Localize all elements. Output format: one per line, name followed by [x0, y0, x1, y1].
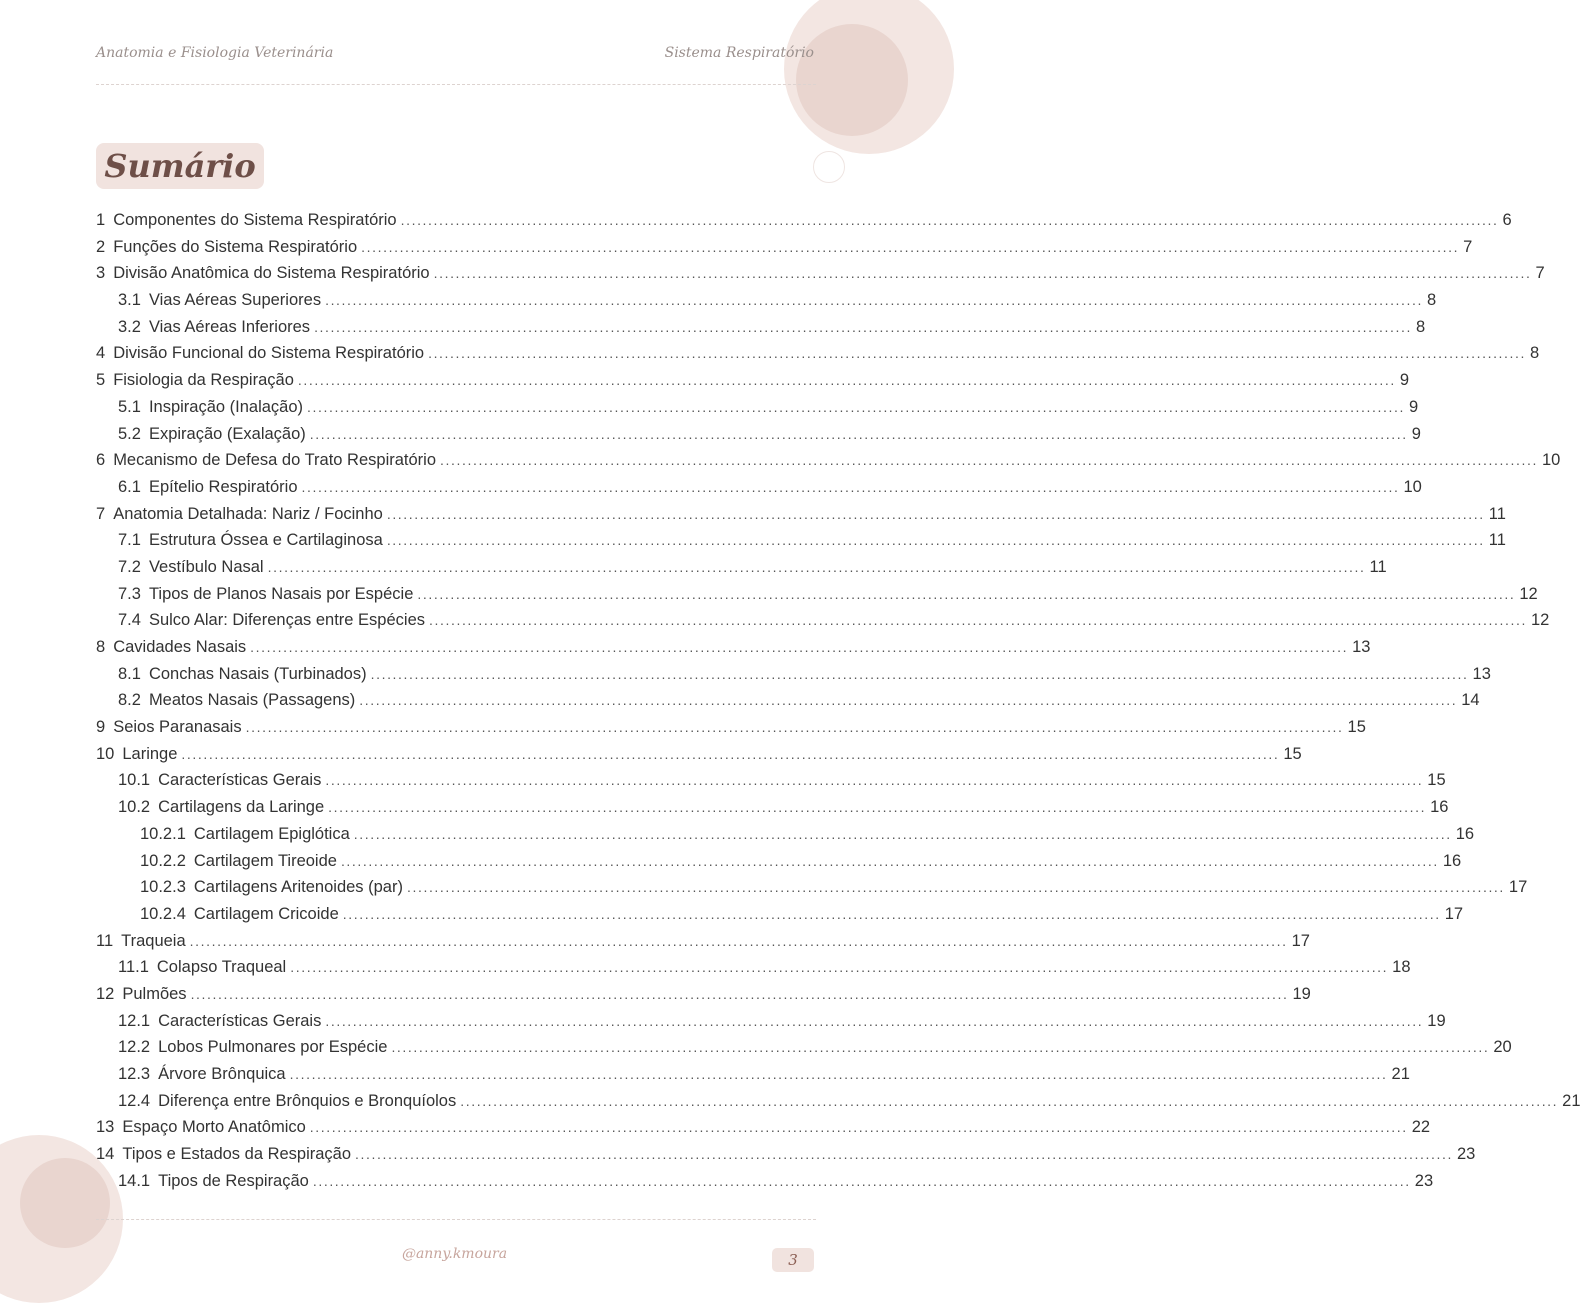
toc-page-number: 16 [1430, 798, 1449, 817]
toc-section-number: 14.1 [118, 1171, 151, 1190]
toc-dot-leader: ........................................................................................................................................................................................................ [440, 452, 1538, 469]
toc-page-number: 8 [1427, 291, 1437, 310]
toc-section-title: Tipos e Estados da Respiração [122, 1145, 352, 1164]
toc-entry-label [118, 607, 425, 634]
toc-entry-label [140, 821, 350, 848]
toc-section-title: Componentes do Sistema Respiratório [113, 211, 397, 229]
toc-dot-leader: ........................................................................................................................................................................................................ [290, 959, 1389, 976]
toc-section-title: Estrutura Óssea e Cartilaginosa [148, 531, 383, 550]
footer-author-handle: @anny.kmoura [401, 1246, 508, 1262]
toc-dot-leader: ........................................................................................................................................................................................................ [406, 879, 1505, 896]
toc-page-number: 10 [1541, 451, 1561, 470]
toc-entry-label [96, 1141, 351, 1168]
toc-entry[interactable] [96, 767, 1446, 794]
toc-entry-label [96, 501, 383, 528]
toc-section-number: 12.4 [118, 1091, 151, 1110]
toc-entry[interactable] [96, 367, 1409, 394]
toc-page-number: 16 [1455, 824, 1475, 843]
toc-page-number: 10 [1403, 477, 1422, 496]
toc-entry[interactable] [96, 234, 1473, 261]
toc-dot-leader: ........................................................................................................................................................................................................ [370, 665, 1469, 682]
toc-entry-label [118, 954, 286, 981]
toc-entry[interactable] [96, 714, 1366, 741]
toc-section-number: 5 [96, 371, 106, 390]
page-title: Sumário [104, 147, 256, 185]
toc-section-number: 5.2 [118, 424, 141, 443]
toc-section-title: Espaço Morto Anatômico [122, 1118, 306, 1137]
toc-entry-label [96, 367, 294, 394]
toc-section-number: 11 [96, 931, 114, 950]
toc-dot-leader: ........................................................................................................................................................................................................ [181, 745, 1280, 762]
toc-section-number: 6 [96, 451, 106, 470]
toc-page-number: 7 [1535, 264, 1545, 283]
toc-entry-label [118, 581, 413, 608]
toc-section-number: 7 [96, 504, 106, 523]
toc-dot-leader: ........................................................................................................................................................................................................ [325, 772, 1424, 789]
toc-section-number: 9 [96, 718, 106, 737]
toc-dot-leader: ........................................................................................................................................................................................................ [245, 719, 1344, 736]
toc-entry-label [118, 287, 321, 314]
toc-entry[interactable] [96, 1168, 1434, 1195]
toc-entry[interactable] [96, 527, 1506, 554]
footer-divider [96, 1219, 816, 1220]
toc-section-title: Divisão Funcional do Sistema Respiratório [113, 344, 425, 363]
toc-dot-leader: ........................................................................................................................................................................................................ [289, 1066, 1388, 1082]
toc-entry-label [96, 714, 242, 741]
toc-section-number: 3 [96, 264, 106, 283]
toc-entry[interactable] [96, 954, 1411, 981]
toc-entry-label [118, 1008, 321, 1035]
toc-page-number: 9 [1399, 371, 1409, 390]
toc-page-number: 13 [1472, 664, 1491, 683]
toc-page-number: 22 [1411, 1118, 1431, 1137]
toc-entry-label [96, 981, 187, 1008]
toc-dot-leader: ........................................................................................................................................................................................................ [325, 292, 1424, 309]
table-of-contents [96, 207, 1581, 1194]
toc-page-number: 15 [1283, 744, 1302, 763]
toc-section-title: Conchas Nasais (Turbinados) [148, 664, 367, 683]
toc-entry-label [118, 687, 355, 714]
toc-entry[interactable] [96, 260, 1545, 287]
toc-entry[interactable] [96, 554, 1387, 581]
toc-page-number: 8 [1530, 344, 1540, 363]
toc-entry[interactable] [96, 474, 1422, 501]
toc-page-number: 8 [1416, 317, 1426, 336]
toc-entry-label [118, 661, 367, 688]
toc-section-title: Cavidades Nasais [113, 638, 247, 656]
toc-dot-leader: ........................................................................................................................................................................................................ [359, 692, 1458, 709]
toc-dot-leader: ........................................................................................................................................................................................................ [400, 212, 1499, 228]
toc-entry[interactable] [96, 1141, 1476, 1168]
toc-section-title: Vestíbulo Nasal [148, 557, 264, 576]
toc-page-number: 19 [1427, 1011, 1446, 1030]
toc-page-number: 21 [1391, 1065, 1410, 1083]
toc-entry-label [96, 207, 397, 234]
toc-section-title: Lobos Pulmonares por Espécie [158, 1038, 388, 1057]
toc-section-title: Cartilagem Tireoide [193, 851, 337, 870]
toc-section-number: 12 [96, 984, 115, 1003]
toc-page-number: 20 [1493, 1038, 1512, 1057]
toc-entry[interactable] [96, 981, 1311, 1008]
toc-section-title: Vias Aéreas Superiores [148, 291, 322, 310]
toc-dot-leader: ........................................................................................................................................................................................................ [386, 505, 1485, 522]
toc-entry-label [96, 234, 357, 261]
toc-entry[interactable] [96, 687, 1480, 714]
toc-section-title: Diferença entre Brônquios e Bronquíolos [158, 1091, 457, 1110]
toc-section-title: Tipos de Respiração [158, 1171, 309, 1190]
toc-section-number: 12.3 [118, 1065, 151, 1083]
toc-section-title: Árvore Brônquica [158, 1065, 286, 1083]
toc-entry-label [118, 1088, 456, 1115]
toc-dot-leader: ........................................................................................................................................................................................................ [342, 905, 1441, 922]
toc-section-number: 12.2 [118, 1038, 151, 1057]
header-book-title: Anatomia e Fisiologia Veterinária [96, 45, 334, 61]
toc-entry-label [118, 527, 383, 554]
toc-section-number: 8.1 [118, 664, 141, 683]
toc-section-number: 8.2 [118, 691, 141, 710]
toc-entry-label [118, 794, 324, 821]
toc-entry-label [118, 1034, 387, 1061]
toc-entry-label [96, 741, 177, 768]
toc-entry-label [140, 874, 403, 901]
toc-entry[interactable] [96, 421, 1421, 448]
toc-section-title: Sulco Alar: Diferenças entre Espécies [148, 611, 425, 630]
header-divider [96, 84, 816, 85]
toc-entry-label [118, 421, 306, 448]
toc-page-number: 12 [1519, 584, 1538, 603]
toc-entry-label [96, 634, 246, 661]
toc-entry-label [118, 1061, 286, 1088]
toc-entry[interactable] [96, 287, 1437, 314]
toc-dot-leader: ........................................................................................................................................................................................................ [250, 639, 1349, 655]
toc-page-number: 11 [1488, 531, 1506, 550]
toc-section-title: Meatos Nasais (Passagens) [148, 691, 356, 710]
toc-dot-leader: ........................................................................................................................................................................................................ [307, 398, 1405, 415]
toc-section-number: 2 [96, 237, 106, 256]
toc-entry[interactable] [96, 901, 1464, 928]
toc-entry[interactable] [96, 1034, 1512, 1061]
toc-section-number: 10 [96, 744, 115, 763]
toc-entry[interactable] [96, 607, 1550, 634]
toc-section-title: Anatomia Detalhada: Nariz / Focinho [113, 504, 383, 523]
toc-page-number: 13 [1352, 638, 1371, 656]
toc-section-number: 13 [96, 1118, 115, 1137]
toc-entry[interactable] [96, 581, 1538, 608]
toc-page-number: 15 [1347, 718, 1366, 737]
toc-page-number: 11 [1369, 557, 1387, 576]
toc-entry[interactable] [96, 1061, 1410, 1088]
toc-section-number: 10.2.1 [140, 824, 186, 843]
toc-entry[interactable] [96, 1008, 1446, 1035]
toc-section-number: 5.1 [118, 397, 141, 416]
toc-section-number: 10.2.4 [140, 904, 186, 923]
toc-dot-leader: ........................................................................................................................................................................................................ [190, 985, 1289, 1002]
toc-entry[interactable] [96, 314, 1426, 341]
decorative-small-circle [813, 151, 845, 183]
header-chapter-title: Sistema Respiratório [664, 45, 814, 61]
toc-entry[interactable] [96, 1088, 1581, 1115]
toc-page-number: 19 [1292, 984, 1311, 1003]
toc-dot-leader: ........................................................................................................................................................................................................ [309, 1119, 1408, 1136]
toc-page-number: 23 [1456, 1145, 1476, 1164]
toc-section-title: Características Gerais [158, 1011, 322, 1030]
page-number-badge: 3 [772, 1248, 814, 1272]
toc-section-number: 12.1 [118, 1011, 151, 1030]
toc-section-number: 10.2.2 [140, 851, 186, 870]
toc-section-title: Cartilagem Epiglótica [193, 824, 350, 843]
toc-entry-label [96, 447, 436, 474]
toc-section-title: Funções do Sistema Respiratório [113, 237, 358, 256]
toc-page-number: 12 [1530, 611, 1550, 630]
toc-dot-leader: ........................................................................................................................................................................................................ [340, 852, 1439, 869]
toc-section-title: Vias Aéreas Inferiores [148, 317, 311, 336]
toc-section-number: 1 [96, 211, 106, 229]
toc-section-number: 10.2.3 [140, 878, 186, 897]
toc-dot-leader: ........................................................................................................................................................................................................ [301, 478, 1400, 495]
toc-page-number: 21 [1562, 1091, 1581, 1110]
toc-entry[interactable] [96, 394, 1419, 421]
toc-entry[interactable] [96, 340, 1540, 367]
toc-section-title: Laringe [122, 744, 178, 763]
toc-section-number: 3.2 [118, 317, 141, 336]
toc-page-number: 16 [1442, 851, 1462, 870]
toc-section-title: Expiração (Exalação) [148, 424, 306, 443]
toc-dot-leader: ........................................................................................................................................................................................................ [460, 1092, 1559, 1109]
toc-page-number: 23 [1414, 1171, 1434, 1190]
toc-entry[interactable] [96, 661, 1491, 688]
toc-entry[interactable] [96, 928, 1310, 955]
toc-section-title: Cartilagens Aritenoides (par) [193, 878, 403, 897]
toc-dot-leader: ........................................................................................................................................................................................................ [428, 345, 1527, 362]
toc-section-title: Cartilagem Cricoide [193, 904, 339, 923]
toc-entry-label [118, 474, 298, 501]
toc-dot-leader: ........................................................................................................................................................................................................ [189, 932, 1288, 949]
toc-section-title: Divisão Anatômica do Sistema Respiratório [113, 264, 430, 283]
toc-section-title: Mecanismo de Defesa do Trato Respiratório [113, 451, 437, 470]
toc-entry-label [96, 1114, 306, 1141]
toc-entry[interactable] [96, 501, 1506, 528]
toc-section-title: Seios Paranasais [113, 718, 242, 737]
toc-dot-leader: ........................................................................................................................................................................................................ [417, 585, 1516, 602]
toc-section-title: Cartilagens da Laringe [158, 798, 325, 817]
toc-page-number: 17 [1508, 878, 1528, 897]
toc-section-number: 7.2 [118, 557, 141, 576]
toc-dot-leader: ........................................................................................................................................................................................................ [328, 799, 1427, 816]
toc-dot-leader: ........................................................................................................................................................................................................ [355, 1146, 1453, 1163]
toc-page-number: 11 [1488, 504, 1506, 523]
toc-page-number: 15 [1427, 771, 1446, 790]
toc-dot-leader: ........................................................................................................................................................................................................ [386, 532, 1485, 549]
toc-entry-label [118, 767, 321, 794]
toc-dot-leader: ........................................................................................................................................................................................................ [312, 1172, 1411, 1189]
toc-section-title: Epítelio Respiratório [148, 477, 298, 496]
toc-dot-leader: ........................................................................................................................................................................................................ [267, 558, 1366, 575]
toc-entry[interactable] [96, 1114, 1431, 1141]
toc-entry[interactable] [96, 207, 1512, 234]
toc-entry[interactable] [96, 794, 1449, 821]
toc-section-title: Traqueia [121, 931, 186, 950]
toc-entry-label [118, 554, 264, 581]
toc-section-number: 4 [96, 344, 106, 363]
toc-entry-label [96, 928, 186, 955]
toc-dot-leader: ........................................................................................................................................................................................................ [309, 425, 1408, 442]
decorative-circle-top-right-inner [796, 24, 908, 136]
toc-dot-leader: ........................................................................................................................................................................................................ [433, 265, 1532, 282]
toc-dot-leader: ........................................................................................................................................................................................................ [429, 612, 1527, 629]
toc-dot-leader: ........................................................................................................................................................................................................ [353, 825, 1452, 842]
toc-entry[interactable] [96, 741, 1302, 768]
toc-entry-label [140, 901, 339, 928]
toc-entry-label [118, 1168, 309, 1195]
toc-section-number: 6.1 [118, 477, 141, 496]
toc-dot-leader: ........................................................................................................................................................................................................ [297, 372, 1396, 389]
toc-entry-label [118, 314, 310, 341]
toc-dot-leader: ........................................................................................................................................................................................................ [361, 238, 1460, 255]
toc-section-number: 14 [96, 1145, 115, 1164]
toc-dot-leader: ........................................................................................................................................................................................................ [325, 1012, 1424, 1029]
toc-section-title: Pulmões [122, 984, 187, 1003]
toc-entry[interactable] [96, 848, 1462, 875]
toc-entry[interactable] [96, 634, 1371, 661]
toc-section-title: Tipos de Planos Nasais por Espécie [148, 584, 414, 603]
toc-section-title: Colapso Traqueal [156, 958, 287, 977]
title-badge [96, 143, 264, 189]
toc-section-title: Características Gerais [158, 771, 322, 790]
toc-section-number: 8 [96, 638, 106, 656]
toc-section-number: 10.2 [118, 798, 151, 817]
toc-section-number: 10.1 [118, 771, 151, 790]
toc-entry-label [118, 394, 303, 421]
toc-section-number: 3.1 [118, 291, 141, 310]
toc-section-number: 11.1 [118, 958, 149, 977]
toc-section-number: 7.4 [118, 611, 141, 630]
toc-entry[interactable] [96, 447, 1561, 474]
toc-section-title: Fisiologia da Respiração [113, 371, 294, 390]
toc-page-number: 9 [1411, 424, 1421, 443]
toc-page-number: 18 [1392, 958, 1411, 977]
toc-page-number: 14 [1461, 691, 1480, 710]
toc-entry-label [96, 260, 430, 287]
toc-page-number: 7 [1463, 237, 1473, 256]
toc-section-title: Inspiração (Inalação) [148, 397, 304, 416]
toc-entry-label [140, 848, 337, 875]
toc-section-number: 7.3 [118, 584, 141, 603]
toc-dot-leader: ........................................................................................................................................................................................................ [314, 318, 1412, 335]
toc-page-number: 6 [1502, 211, 1512, 229]
toc-entry[interactable] [96, 821, 1475, 848]
toc-page-number: 9 [1408, 397, 1419, 416]
toc-page-number: 17 [1291, 931, 1310, 950]
toc-dot-leader: ........................................................................................................................................................................................................ [391, 1039, 1490, 1056]
toc-page-number: 17 [1444, 904, 1464, 923]
toc-entry-label [96, 340, 424, 367]
toc-section-number: 7.1 [118, 531, 141, 550]
toc-entry[interactable] [96, 874, 1528, 901]
